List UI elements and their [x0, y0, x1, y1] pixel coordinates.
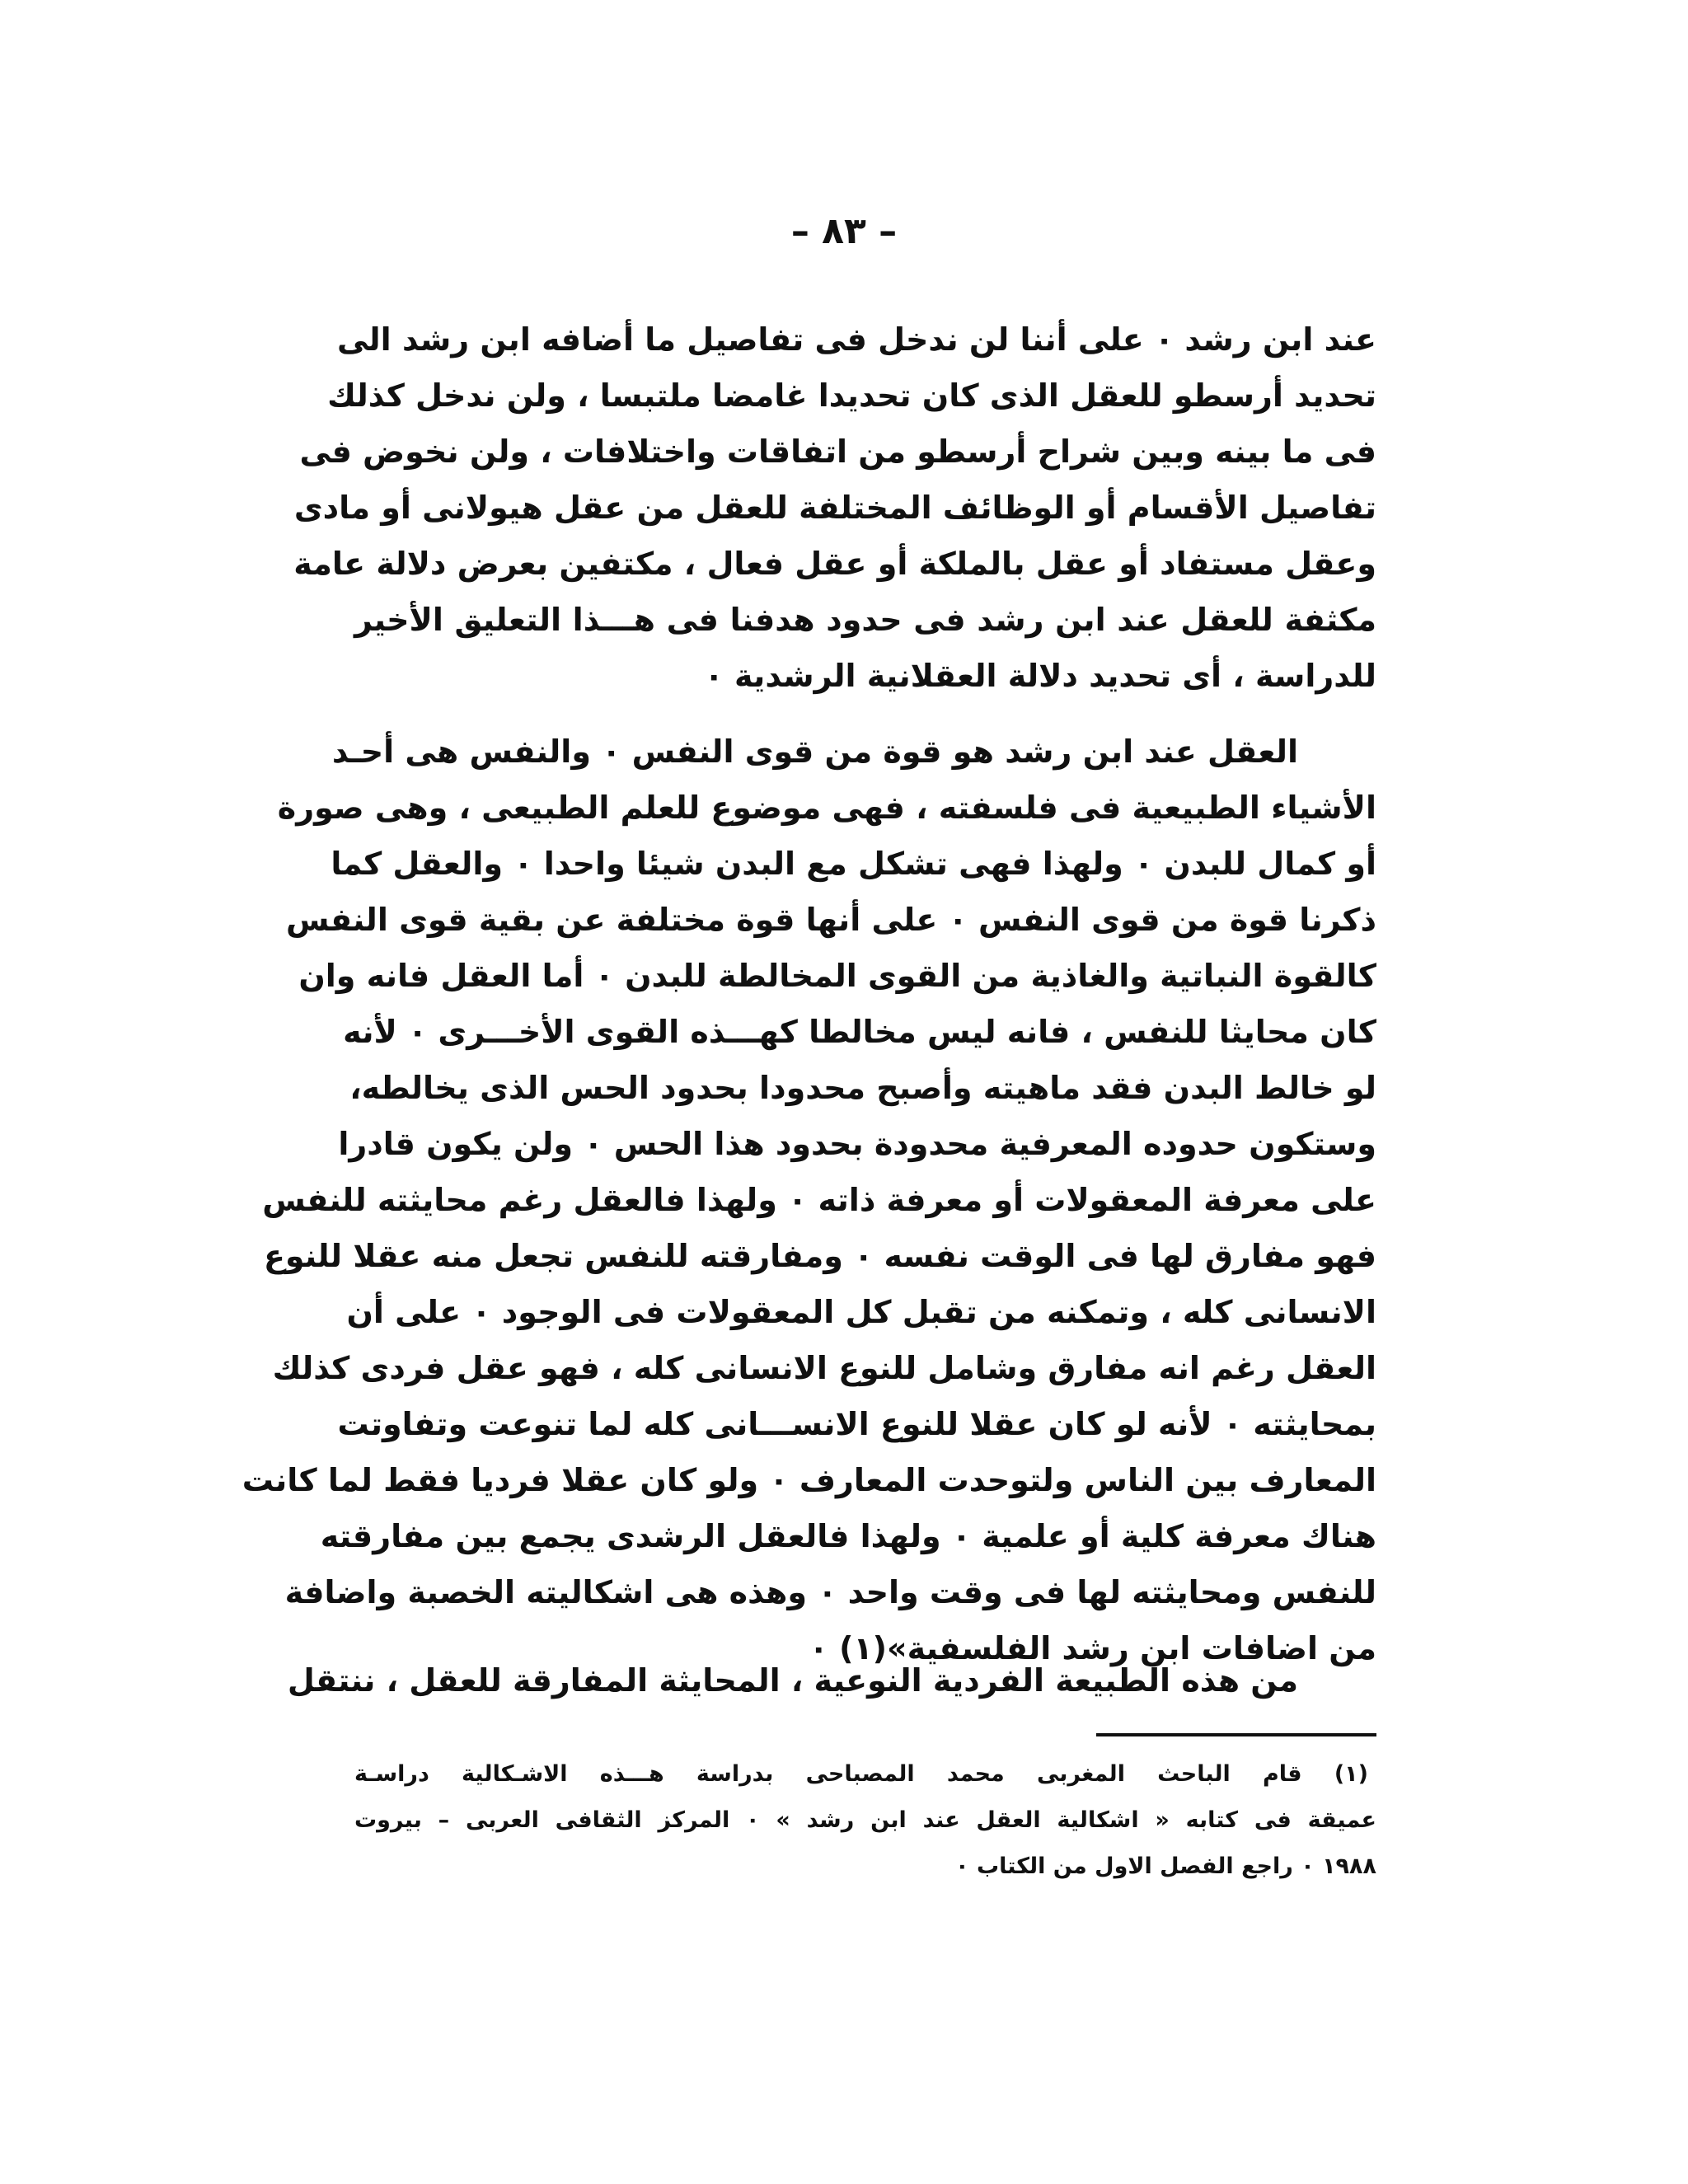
- text-line: مكثفة للعقل عند ابن رشد فى حدود هدفنا فى هـــذا التعليق الأخير: [354, 602, 1376, 638]
- text-line: من اضافات ابن رشد الفلسفية»(١) ٠: [809, 1630, 1376, 1666]
- text-line: عند ابن رشد ٠ على أننا لن ندخل فى تفاصيل ما أضافه ابن رشد الى: [336, 321, 1376, 358]
- text-line: الأشياء الطبيعية فى فلسفته ، فهى موضوع للعلم الطبيعى ، وهى صورة: [277, 790, 1376, 826]
- paragraph-3: [287, 1652, 1376, 1708]
- footnote-separator: [1096, 1733, 1376, 1736]
- footnote-line: عميقة فى كتابه « اشكالية العقل عند ابن رشد » ٠ المركز الثقافى العربى – بيروت: [354, 1807, 1376, 1833]
- text-line: تفاصيل الأقسام أو الوظائف المختلفة للعقل من عقل هيولانى أو مادى: [293, 490, 1376, 526]
- text-line: العقل رغم انه مفارق وشامل للنوع الانسانى كله ، فهو عقل فردى كذلك: [272, 1350, 1376, 1386]
- text-line: للدراسة ، أى تحديد دلالة العقلانية الرشدية ٠: [704, 658, 1376, 694]
- text-line: أو كمال للبدن ٠ ولهذا فهى تشكل مع البدن شيئا واحدا ٠ والعقل كما: [331, 846, 1376, 882]
- text-line: ذكرنا قوة من قوى النفس ٠ على أنها قوة مختلفة عن بقية قوى النفس: [285, 902, 1376, 938]
- paragraph-1: [293, 312, 1376, 704]
- footnote-line: (١) قام الباحث المغربى محمد المصباحى بدراسة هـــذه الاشـكالية دراسـة: [354, 1761, 1368, 1787]
- text-line: للنفس ومحايثته لها فى وقت واحد ٠ وهذه هى اشكاليته الخصبة واضافة: [284, 1574, 1376, 1610]
- page-number: – ٨٣ –: [790, 210, 898, 252]
- text-line: من هذه الطبيعة الفردية النوعية ، المحايثة المفارقة للعقل ، ننتقل: [287, 1662, 1298, 1699]
- text-line: على معرفة المعقولات أو معرفة ذاته ٠ ولهذا فالعقل رغم محايثته للنفس: [262, 1182, 1376, 1218]
- text-line: فهو مفارق لها فى الوقت نفسه ٠ ومفارقته للنفس تجعل منه عقلا للنوع: [263, 1238, 1376, 1274]
- text-line: وعقل مستفاد أو عقل بالملكة أو عقل فعال ، مكتفين بعرض دلالة عامة: [293, 546, 1376, 582]
- text-line: الانسانى كله ، وتمكنه من تقبل كل المعقولات فى الوجود ٠ على أن: [346, 1294, 1376, 1330]
- text-line: لو خالط البدن فقد ماهيته وأصبح محدودا بحدود الحس الذى يخالطه،: [349, 1070, 1376, 1106]
- footnote-line: ١٩٨٨ ٠ راجع الفصل الاول من الكتاب ٠: [955, 1854, 1376, 1879]
- text-line: العقل عند ابن رشد هو قوة من قوى النفس ٠ والنفس هى أحـد: [331, 733, 1298, 770]
- text-line: بمحايثته ٠ لأنه لو كان عقلا للنوع الانســـانى كله لما تنوعت وتفاوتت: [337, 1406, 1376, 1442]
- footnote: [354, 1751, 1376, 1890]
- text-line: كالقوة النباتية والغاذية من القوى المخالطة للبدن ٠ أما العقل فانه وان: [298, 958, 1376, 994]
- text-line: المعارف بين الناس ولتوحدت المعارف ٠ ولو كان عقلا فرديا فقط لما كانت: [241, 1462, 1376, 1498]
- text-line: تحديد أرسطو للعقل الذى كان تحديدا غامضا ملتبسا ، ولن ندخل كذلك: [327, 377, 1376, 414]
- text-line: هناك معرفة كلية أو علمية ٠ ولهذا فالعقل الرشدى يجمع بين مفارقته: [320, 1518, 1376, 1554]
- text-line: وستكون حدوده المعرفية محدودة بحدود هذا الحس ٠ ولن يكون قادرا: [338, 1126, 1376, 1162]
- text-line: فى ما بينه وبين شراح أرسطو من اتفاقات واختلافات ، ولن نخوض فى: [299, 434, 1376, 470]
- text-line: كان محايثا للنفس ، فانه ليس مخالطا كهـــذه القوى الأخـــرى ٠ لأنه: [343, 1014, 1376, 1050]
- paragraph-2: [241, 724, 1376, 1676]
